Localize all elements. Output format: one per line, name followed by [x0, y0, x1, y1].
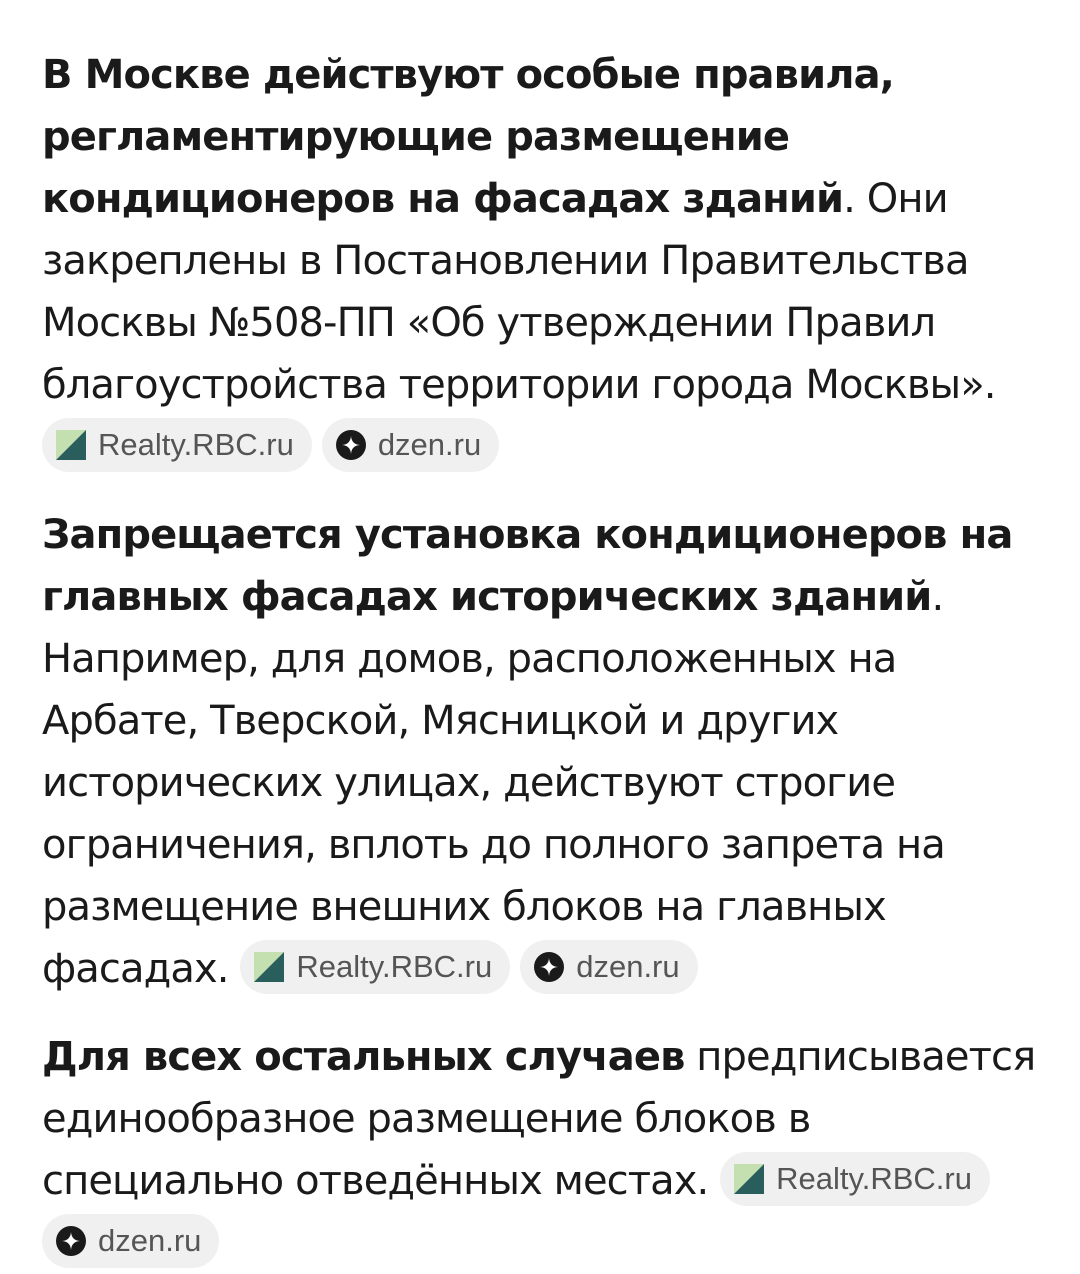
source-chip-dzen[interactable]: [42, 1214, 219, 1268]
paragraph-2: [42, 504, 1036, 1000]
realty-rbc-icon: [254, 952, 284, 982]
paragraph-text: предписывается единообразное размещение блоков в специально отведённых местах.: [42, 1034, 1036, 1204]
paragraph-bold: В Москве действуют особые правила, регламентирующие размещение кондиционеров на фасадах зданий: [42, 52, 894, 222]
realty-rbc-icon: [56, 430, 86, 460]
paragraph-bold: Запрещается установка кондиционеров на главных фасадах исторических зданий: [42, 512, 1013, 620]
paragraph-bold: Для всех остальных случаев: [42, 1034, 685, 1080]
source-chips: [42, 416, 1036, 478]
dzen-icon: [534, 952, 564, 982]
realty-rbc-icon: [734, 1164, 764, 1194]
source-chip-dzen[interactable]: [322, 418, 499, 472]
source-chip-realty[interactable]: [720, 1152, 990, 1206]
source-chip-label: dzen.ru: [377, 427, 482, 462]
dzen-icon: [56, 1226, 86, 1256]
source-chip-label: Realty.RBC.ru: [98, 427, 294, 462]
source-chip-label: dzen.ru: [98, 1223, 202, 1258]
paragraph-1: [42, 44, 1036, 478]
source-chip-realty[interactable]: [240, 940, 510, 994]
source-chip-label: Realty.RBC.ru: [296, 949, 493, 984]
paragraph-text: . Они закреплены в Постановлении Правительства Москвы №508-ПП «Об утверждении Правил благоустройства территории города Москвы».: [42, 176, 996, 408]
dzen-icon: [336, 430, 366, 460]
source-chip-dzen[interactable]: [520, 940, 697, 994]
paragraph-3: [42, 1026, 1036, 1274]
source-chip-label: dzen.ru: [576, 949, 680, 984]
source-chip-realty[interactable]: [42, 418, 312, 472]
source-chip-label: Realty.RBC.ru: [776, 1161, 972, 1196]
paragraph-text: . Например, для домов, расположенных на Арбате, Тверской, Мясницкой и других исторических улицах, действуют строгие ограничения, вплоть до полного запрета на размещение внешних блоков на главных фасадах.: [42, 574, 945, 992]
